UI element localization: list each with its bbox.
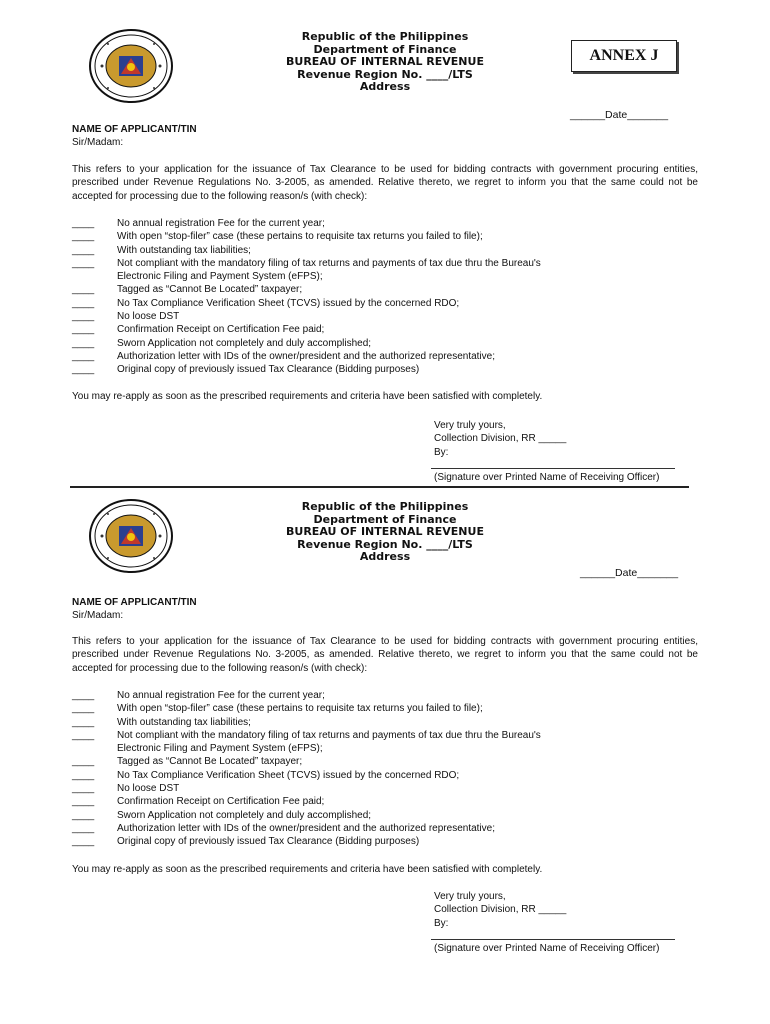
reason-item — [72, 809, 541, 822]
salutation: Sir/Madam: — [72, 610, 124, 621]
reason-checkbox-blank: ____ — [72, 756, 95, 768]
reason-checkbox-blank: ____ — [72, 324, 95, 336]
reason-text: With outstanding tax liabilities; — [117, 244, 251, 256]
signature-caption: (Signature over Printed Name of Receiving Officer) — [434, 943, 660, 954]
letter-body: This refers to your application for the issuance of Tax Clearance to be used for bidding contracts with government procuring entities, prescribed under Revenue Regulations No. 3-2005, as amended. Relative thereto, we regret to inform you that the same could not be accepted for processing due to the following reason/s (with check): — [72, 636, 698, 674]
reasons-list — [72, 689, 541, 849]
reason-checkbox-blank: ____ — [72, 350, 95, 362]
reason-text: With open “stop-filer” case (these pertains to requisite tax returns you failed to file); — [117, 231, 483, 243]
reason-text: Original copy of previously issued Tax Clearance (Bidding purposes) — [117, 364, 420, 376]
signature-line — [431, 939, 675, 940]
reason-text: Sworn Application not completely and duly accomplished; — [117, 809, 372, 821]
collection-division-line: Collection Division, RR _____ — [434, 433, 567, 445]
closing-block — [434, 890, 566, 930]
reason-item — [72, 742, 541, 755]
header-region: Revenue Region No. ____/LTS — [297, 537, 473, 551]
reason-checkbox-blank: ____ — [72, 729, 95, 741]
reason-text: No Tax Compliance Verification Sheet (TCVS) issued by the concerned RDO; — [117, 769, 460, 781]
reason-checkbox-blank: ____ — [72, 311, 95, 323]
reason-item — [72, 822, 541, 835]
reason-item — [72, 310, 541, 323]
reason-checkbox-blank: ____ — [72, 244, 95, 256]
reason-text: Sworn Application not completely and duly accomplished; — [117, 337, 372, 349]
reason-item — [72, 337, 541, 350]
reason-text: No annual registration Fee for the current year; — [117, 690, 325, 701]
reason-text: Authorization letter with IDs of the owner/president and the authorized representative; — [117, 350, 495, 362]
copy-divider — [70, 486, 689, 488]
reason-item — [72, 283, 541, 296]
signature-line — [431, 468, 675, 469]
letterhead — [240, 501, 530, 564]
reason-checkbox-blank: ____ — [72, 231, 95, 243]
header-bureau: BUREAU OF INTERNAL REVENUE — [286, 525, 484, 539]
reason-text: No loose DST — [117, 311, 180, 323]
reason-item — [72, 350, 541, 363]
reason-item — [72, 835, 541, 848]
header-republic: Republic of the Philippines — [301, 500, 469, 513]
reason-item — [72, 782, 541, 795]
date-field: ______Date_______ — [570, 109, 669, 121]
reason-text: No loose DST — [117, 783, 180, 795]
reason-checkbox-blank: ____ — [72, 297, 95, 309]
closing-line: Very truly yours, — [434, 891, 506, 902]
applicant-name-label: NAME OF APPLICANT/TIN — [72, 124, 197, 135]
by-line: By: — [434, 446, 449, 458]
bir-seal-icon — [88, 28, 174, 104]
reason-text: No Tax Compliance Verification Sheet (TCVS) issued by the concerned RDO; — [117, 297, 460, 309]
reason-item — [72, 244, 541, 257]
reason-checkbox-blank: ____ — [72, 783, 95, 795]
reason-text: With outstanding tax liabilities; — [117, 716, 251, 728]
signature-caption: (Signature over Printed Name of Receiving Officer) — [434, 472, 660, 483]
reason-checkbox-blank: ____ — [72, 796, 95, 808]
applicant-name-label: NAME OF APPLICANT/TIN — [72, 597, 197, 608]
reason-text: Confirmation Receipt on Certification Fee paid; — [117, 796, 325, 808]
reason-checkbox-blank: ____ — [72, 690, 95, 701]
reason-item — [72, 769, 541, 782]
letterhead — [240, 31, 530, 94]
closing-block — [434, 419, 566, 459]
collection-division-line: Collection Division, RR _____ — [434, 904, 567, 916]
reason-checkbox-blank — [72, 742, 117, 755]
reason-text: Not compliant with the mandatory filing of tax returns and payments of tax due thru the Bureau's — [117, 729, 541, 741]
header-department: Department of Finance — [313, 42, 457, 56]
reason-item — [72, 270, 541, 283]
reason-item — [72, 702, 541, 715]
reason-checkbox-blank: ____ — [72, 337, 95, 349]
reason-checkbox-blank: ____ — [72, 364, 95, 376]
reason-checkbox-blank: ____ — [72, 716, 95, 728]
reason-checkbox-blank: ____ — [72, 769, 95, 781]
reason-checkbox-blank — [72, 270, 117, 283]
reason-item — [72, 323, 541, 336]
reason-text: Tagged as “Cannot Be Located” taxpayer; — [117, 756, 303, 768]
reason-item — [72, 297, 541, 310]
reason-checkbox-blank: ____ — [72, 809, 95, 821]
reason-checkbox-blank: ____ — [72, 218, 95, 229]
annex-label: ANNEX J — [571, 40, 677, 72]
salutation: Sir/Madam: — [72, 137, 124, 148]
reason-text: Not compliant with the mandatory filing of tax returns and payments of tax due thru the Bureau's — [117, 257, 541, 269]
reason-item — [72, 363, 541, 376]
reason-text: Electronic Filing and Payment System (eFPS); — [117, 271, 323, 283]
reason-item — [72, 230, 541, 243]
reason-item — [72, 689, 541, 702]
header-bureau: BUREAU OF INTERNAL REVENUE — [286, 55, 484, 69]
reason-text: Authorization letter with IDs of the owner/president and the authorized representative; — [117, 822, 495, 834]
reason-checkbox-blank: ____ — [72, 822, 95, 834]
reason-text: With open “stop-filer” case (these pertains to requisite tax returns you failed to file); — [117, 703, 483, 715]
by-line: By: — [434, 917, 449, 929]
reason-item — [72, 729, 541, 742]
reason-text: Electronic Filing and Payment System (eFPS); — [117, 743, 323, 755]
header-address: Address — [359, 80, 411, 94]
reapply-note: You may re-apply as soon as the prescribed requirements and criteria have been satisfied with completely. — [72, 864, 543, 875]
header-address: Address — [359, 550, 411, 564]
header-department: Department of Finance — [313, 512, 457, 526]
reason-item — [72, 795, 541, 808]
reason-item — [72, 716, 541, 729]
header-region: Revenue Region No. ____/LTS — [297, 67, 473, 81]
reason-text: Confirmation Receipt on Certification Fee paid; — [117, 324, 325, 336]
reason-checkbox-blank: ____ — [72, 257, 95, 269]
reason-checkbox-blank: ____ — [72, 836, 95, 848]
header-republic: Republic of the Philippines — [301, 30, 469, 43]
reapply-note: You may re-apply as soon as the prescribed requirements and criteria have been satisfied with completely. — [72, 391, 543, 402]
reason-text: Tagged as “Cannot Be Located” taxpayer; — [117, 284, 303, 296]
reason-item — [72, 257, 541, 270]
reason-item — [72, 217, 541, 230]
reason-checkbox-blank: ____ — [72, 284, 95, 296]
date-field: ______Date_______ — [580, 567, 679, 579]
reasons-list — [72, 217, 541, 377]
reason-item — [72, 755, 541, 768]
reason-text: Original copy of previously issued Tax Clearance (Bidding purposes) — [117, 836, 420, 848]
bir-seal-icon — [88, 498, 174, 574]
reason-text: No annual registration Fee for the current year; — [117, 218, 325, 229]
reason-checkbox-blank: ____ — [72, 703, 95, 715]
letter-body: This refers to your application for the issuance of Tax Clearance to be used for bidding contracts with government procuring entities, prescribed under Revenue Regulations No. 3-2005, as amended. Relative thereto, we regret to inform you that the same could not be accepted for processing due to the following reason/s (with check): — [72, 164, 698, 202]
closing-line: Very truly yours, — [434, 420, 506, 431]
